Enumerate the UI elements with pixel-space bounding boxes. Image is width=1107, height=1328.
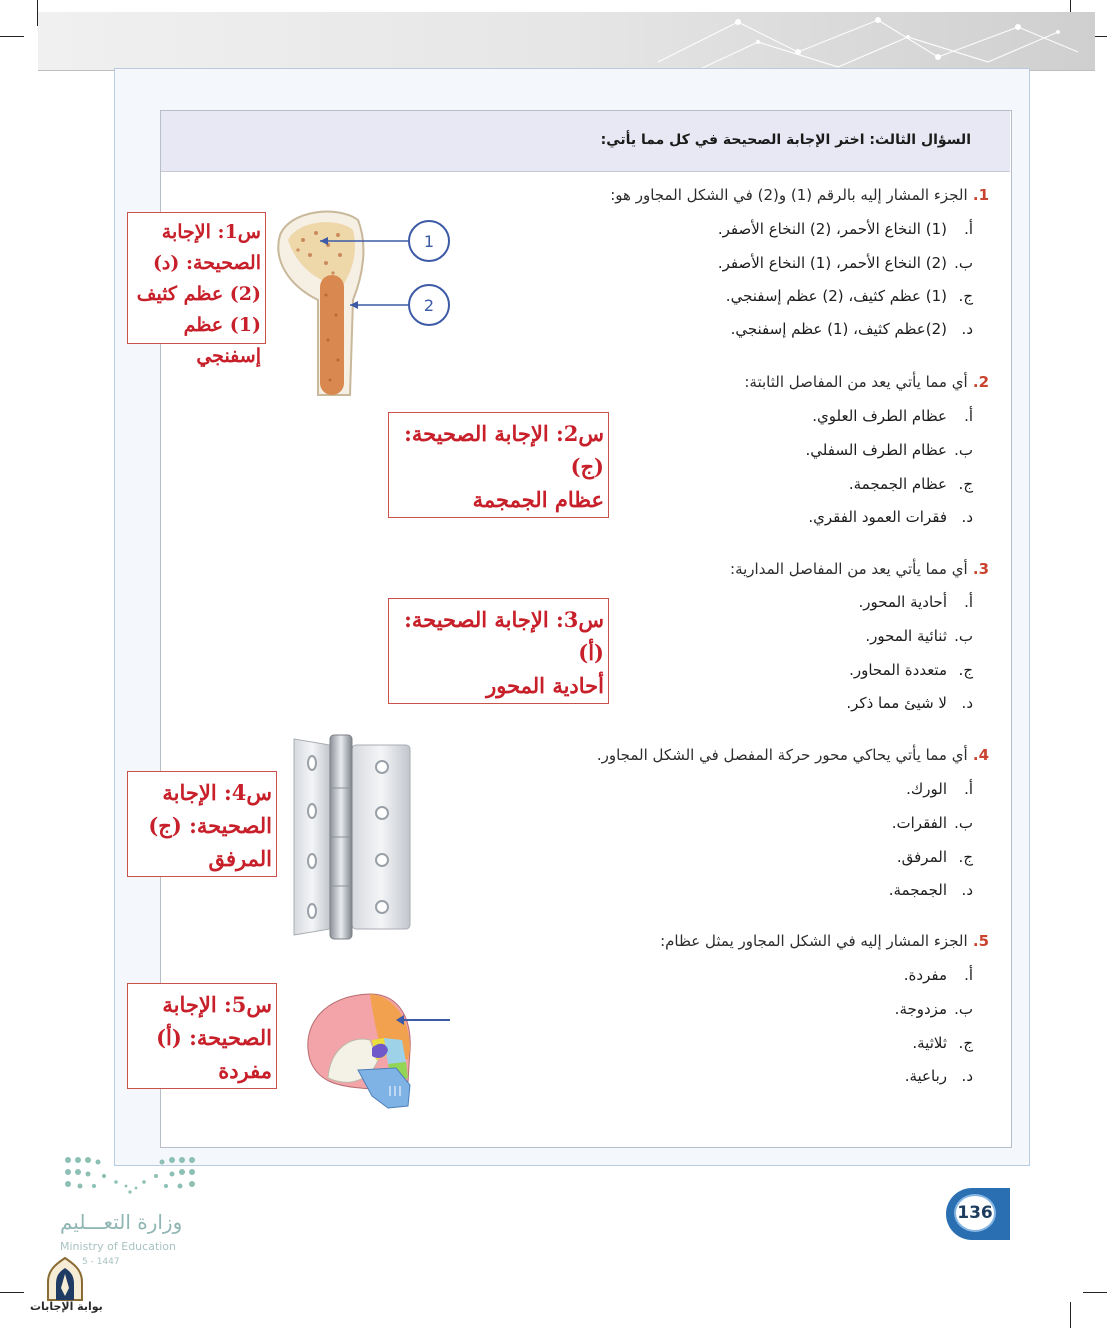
option-5b[interactable]: ب.مزدوجة. <box>894 1000 973 1018</box>
question-text: أي مما يأتي يعد من المفاصل المدارية: <box>730 560 968 578</box>
question-5-title <box>660 932 989 950</box>
option-2c[interactable]: ج.عظام الجمجمة. <box>848 475 973 493</box>
question-number: 1. <box>972 186 989 204</box>
crop-mark <box>1070 1302 1071 1328</box>
skull-image <box>300 990 456 1114</box>
question-text: أي مما يأتي يحاكي محور حركة المفصل في الشكل المجاور. <box>596 746 968 764</box>
answer-box-5: س5: الإجابة الصحيحة: (أ) مفردة <box>127 983 277 1089</box>
question-text: الجزء المشار إليه في الشكل المجاور يمثل عظام: <box>660 932 968 950</box>
option-2b[interactable]: ب.عظام الطرف السفلي. <box>805 441 973 459</box>
option-5c[interactable]: ج.ثلاثية. <box>912 1034 973 1052</box>
ministry-name-ar: وزارة التعـــليم <box>60 1210 183 1234</box>
page-number: 136 <box>954 1194 996 1232</box>
option-4d[interactable]: د.الجمجمة. <box>888 881 973 899</box>
question-number: 2. <box>972 373 989 391</box>
question-2-title <box>744 373 989 391</box>
ministry-name-en: Ministry of Education <box>60 1240 177 1253</box>
option-5a[interactable]: أ.مفردة. <box>903 966 973 984</box>
crop-mark <box>1083 1292 1107 1293</box>
question-number: 3. <box>972 560 989 578</box>
option-4a[interactable]: أ.الورك. <box>906 780 973 798</box>
crop-mark <box>0 36 24 37</box>
network-pattern-icon <box>38 12 1095 70</box>
answer-box-1: س1: الإجابة الصحيحة: (د) (2) عظم كثيف (1) عظم إسفنجي <box>127 212 266 344</box>
option-3a[interactable]: أ.أحادية المحور. <box>858 593 973 611</box>
ministry-year: 5 - 1447 <box>82 1257 120 1267</box>
option-1c[interactable]: ج.(1) عظم كثيف، (2) عظم إسفنجي. <box>725 287 973 305</box>
option-1b[interactable]: ب.(2) النخاع الأحمر، (1) النخاع الأصفر. <box>717 254 973 272</box>
portal-name: بوابة الإجابات <box>30 1300 103 1313</box>
portal-logo-icon <box>44 1256 86 1302</box>
option-1d[interactable]: د.(2)عظم كثيف، (1) عظم إسفنجي. <box>730 320 973 338</box>
ministry-logo-dots <box>60 1152 200 1202</box>
option-2a[interactable]: أ.عظام الطرف العلوي. <box>812 407 973 425</box>
option-3b[interactable]: ب.ثنائية المحور. <box>865 627 973 645</box>
question-4-title <box>597 746 989 764</box>
bone-cross-section-image <box>268 205 458 400</box>
option-5d[interactable]: د.رباعية. <box>904 1067 973 1085</box>
callout-2: 2 <box>423 296 435 315</box>
option-4c[interactable]: ج.المرفق. <box>896 848 973 866</box>
question-text: أي مما يأتي يعد من المفاصل الثابتة: <box>744 373 968 391</box>
door-hinge-image <box>290 733 414 941</box>
question-number: 5. <box>972 932 989 950</box>
instruction-text: السؤال الثالث: اختر الإجابة الصحيحة في كل مما يأتي: <box>600 132 971 148</box>
question-3-title <box>730 560 989 578</box>
option-2d[interactable]: د.فقرات العمود الفقري. <box>808 508 973 526</box>
question-text: الجزء المشار إليه بالرقم (1) و(2) في الشكل المجاور هو: <box>610 186 968 204</box>
question-1-title <box>610 186 989 204</box>
answer-box-2: س2: الإجابة الصحيحة: (ج) عظام الجمجمة <box>388 412 609 518</box>
crop-mark <box>0 1292 24 1293</box>
option-1a[interactable]: أ.(1) النخاع الأحمر، (2) النخاع الأصفر. <box>717 220 973 238</box>
answer-box-4: س4: الإجابة الصحيحة: (ج) المرفق <box>127 771 277 877</box>
option-3d[interactable]: د.لا شيئ مما ذكر. <box>846 694 973 712</box>
callout-1: 1 <box>423 232 435 251</box>
question-number: 4. <box>972 746 989 764</box>
answer-box-3: س3: الإجابة الصحيحة: (أ) أحادية المحور <box>388 598 609 704</box>
option-4b[interactable]: ب.الفقرات. <box>891 814 973 832</box>
header-band <box>38 12 1095 71</box>
option-3c[interactable]: ج.متعددة المحاور. <box>849 661 973 679</box>
